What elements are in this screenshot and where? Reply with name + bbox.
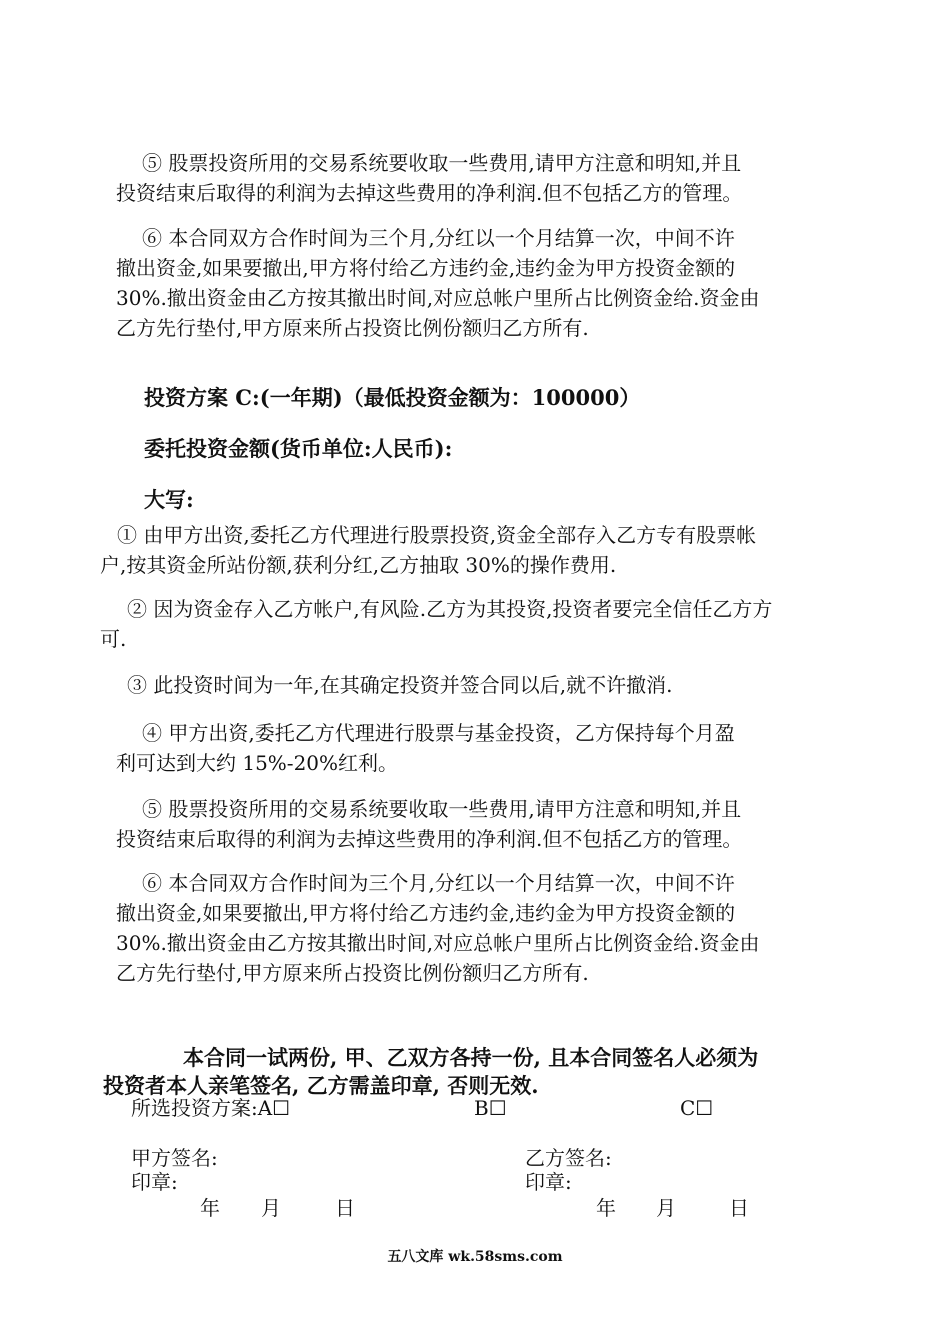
text-line: 利可达到大约 15%-20%红利。 [116,751,399,775]
text-line: 投资结束后取得的利润为去掉这些费用的净利润.但不包括乙方的管理。 [116,827,743,851]
text-line: 30%.撤出资金由乙方按其撤出时间,对应总帐户里所占比例资金给.资金由 [116,286,760,310]
plan-option-a[interactable]: 所选投资方案:A☐ [131,1096,291,1120]
paragraph-c-item1 [100,520,756,580]
party-b-seal-label: 印章: [525,1170,572,1194]
text-line: ⑥ 本合同双方合作时间为三个月,分红以一个月结算一次，中间不许 [142,871,735,895]
party-a-signature-label: 甲方签名: [131,1146,218,1170]
text-line: ⑤ 股票投资所用的交易系统要收取一些费用,请甲方注意和明知,并且 [142,797,742,821]
text-line: 撤出资金,如果要撤出,甲方将付给乙方违约金,违约金为甲方投资金额的 [116,256,736,280]
text-line: 可. [100,627,127,651]
capital-label: 大写: [144,487,194,512]
party-a-date-month: 月 [261,1196,281,1220]
plan-option-c[interactable]: C☐ [680,1096,714,1120]
text-line: 投资结束后取得的利润为去掉这些费用的净利润.但不包括乙方的管理。 [116,181,743,205]
party-a-seal-label: 印章: [131,1170,178,1194]
text-line: 30%.撤出资金由乙方按其撤出时间,对应总帐户里所占比例资金给.资金由 [116,931,760,955]
section-c-title: 投资方案 C:(一年期)（最低投资金额为：100000） [144,385,641,410]
text-line: ④ 甲方出资,委托乙方代理进行股票与基金投资，乙方保持每个月盈 [142,721,735,745]
paragraph-c-item3 [127,670,672,700]
text-line: 撤出资金,如果要撤出,甲方将付给乙方违约金,违约金为甲方投资金额的 [116,901,736,925]
closing-line: 投资者本人亲笔签名, 乙方需盖印章, 否则无效. [103,1073,539,1098]
text-line: 乙方先行垫付,甲方原来所占投资比例份额归乙方所有. [116,316,589,340]
paragraph-b-item5 [116,148,742,208]
party-b-date-month: 月 [656,1196,676,1220]
paragraph-c-item6 [116,868,760,988]
text-line: ⑥ 本合同双方合作时间为三个月,分红以一个月结算一次，中间不许 [142,226,735,250]
party-b-date-year: 年 [596,1196,616,1220]
plan-option-b[interactable]: B☐ [474,1096,507,1120]
party-b-signature-label: 乙方签名: [525,1146,612,1170]
text-line: ③ 此投资时间为一年,在其确定投资并签合同以后,就不许撤消. [127,673,673,697]
paragraph-b-item6 [116,223,760,343]
amount-label: 委托投资金额(货币单位:人民币): [144,436,453,461]
closing-statement [103,1044,758,1100]
paragraph-c-item4 [116,718,735,778]
closing-line: 本合同一试两份, 甲、乙双方各持一份, 且本合同签名人必须为 [183,1045,759,1070]
text-line: ① 由甲方出资,委托乙方代理进行股票投资,资金全部存入乙方专有股票帐 [117,523,757,547]
party-b-date-day: 日 [729,1196,749,1220]
party-a-date-year: 年 [200,1196,220,1220]
text-line: ⑤ 股票投资所用的交易系统要收取一些费用,请甲方注意和明知,并且 [142,151,742,175]
page-footer: 五八文库 wk.58sms.com [387,1249,563,1265]
party-a-date-day: 日 [335,1196,355,1220]
text-line: 户,按其资金所站份额,获利分红,乙方抽取 30%的操作费用. [100,553,617,577]
text-line: 乙方先行垫付,甲方原来所占投资比例份额归乙方所有. [116,961,589,985]
paragraph-c-item5 [116,794,742,854]
paragraph-c-item2 [100,594,772,654]
text-line: ② 因为资金存入乙方帐户,有风险.乙方为其投资,投资者要完全信任乙方方 [127,597,773,621]
